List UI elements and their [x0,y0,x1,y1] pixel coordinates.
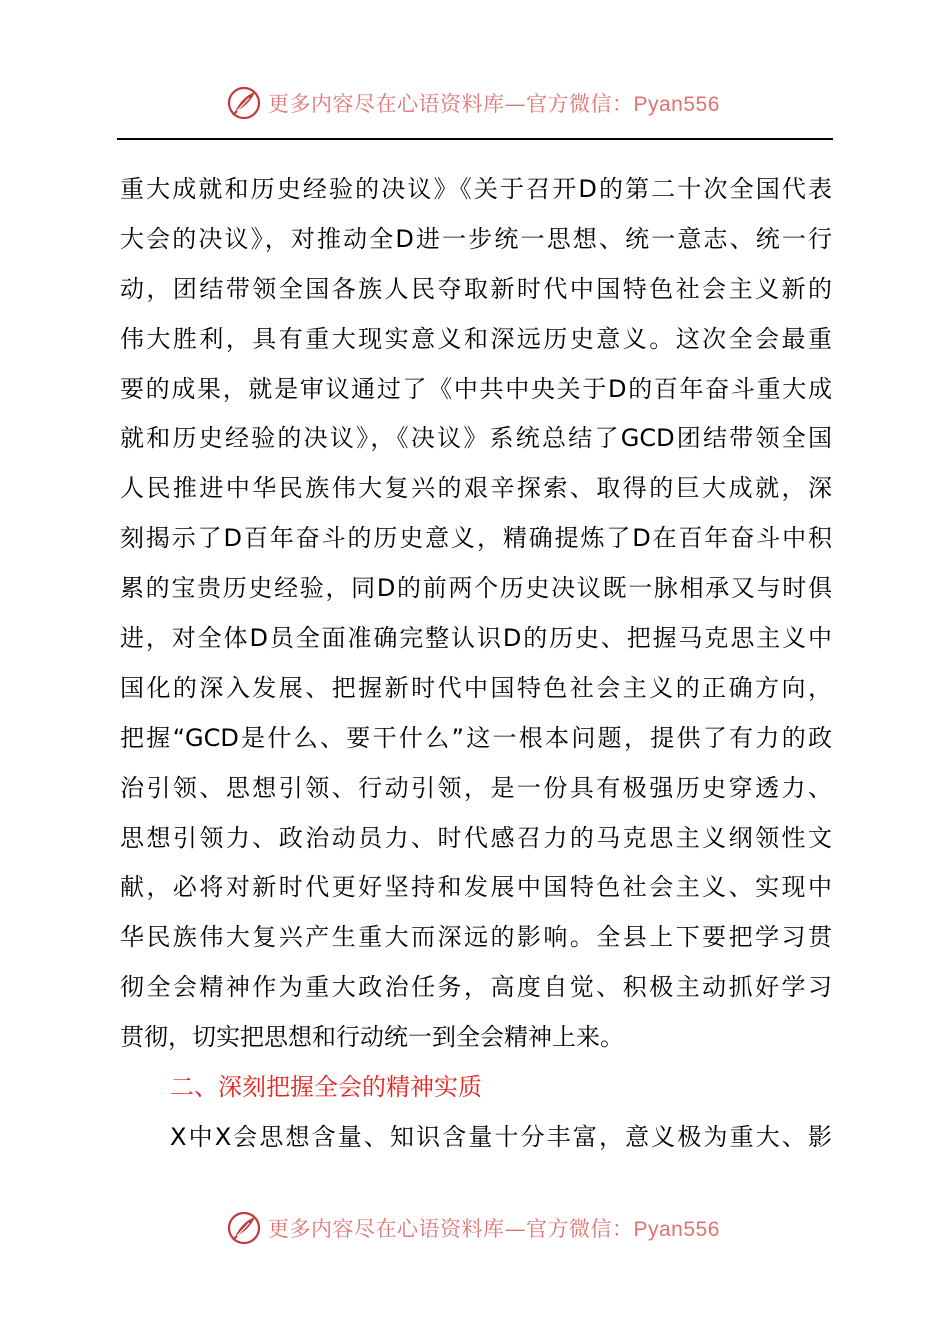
quill-logo-icon [226,1210,262,1246]
text-line: 就和历史经验的决议》，《决议》系统总结了GCD团结带领全国 [120,424,832,453]
text-line: 国化的深入发展、把握新时代中国特色社会主义的正确方向， [120,673,832,702]
header-banner-text: 更多内容尽在心语资料库—官方微信：Pyan556 [268,92,720,116]
text-line: 大会的决议》，对推动全D进一步统一思想、统一意志、统一行 [120,224,832,253]
text-line: 伟大胜利，具有重大现实意义和深远历史意义。这次全会最重 [120,324,832,353]
footer-banner-text: 更多内容尽在心语资料库—官方微信：Pyan556 [268,1217,720,1241]
header-divider [117,138,833,140]
text-line: 贯彻，切实把思想和行动统一到全会精神上来。 [120,1023,624,1052]
text-line: 要的成果，就是审议通过了《中共中央关于D的百年奋斗重大成 [120,374,832,403]
body-text [120,165,832,1163]
text-line: 华民族伟大复兴产生重大而深远的影响。全县上下要把学习贯 [120,923,832,952]
text-line: 累的宝贵历史经验，同D的前两个历史决议既一脉相承又与时俱 [120,574,832,603]
text-line: 动，团结带领全国各族人民夺取新时代中国特色社会主义新的 [120,274,832,303]
text-line: 人民推进中华民族伟大复兴的艰辛探索、取得的巨大成就，深 [120,474,832,503]
text-line: 治引领、思想引领、行动引领，是一份具有极强历史穿透力、 [120,773,832,802]
header-banner [0,83,950,123]
text-line: 刻揭示了D百年奋斗的历史意义，精确提炼了D在百年奋斗中积 [120,524,832,553]
text-line: 献，必将对新时代更好坚持和发展中国特色社会主义、实现中 [120,873,832,902]
text-line: X中X会思想含量、知识含量十分丰富，意义极为重大、影 [170,1122,832,1151]
section-heading: 二、深刻把握全会的精神实质 [170,1073,482,1102]
text-line: 重大成就和历史经验的决议》《关于召开D的第二十次全国代表 [120,175,832,203]
text-line: 思想引领力、政治动员力、时代感召力的马克思主义纲领性文 [120,823,832,852]
footer-banner [0,1208,950,1248]
text-line: 把握“GCD是什么、要干什么”这一根本问题，提供了有力的政 [120,723,832,752]
text-line: 进，对全体D员全面准确完整认识D的历史、把握马克思主义中 [120,624,832,653]
text-line: 彻全会精神作为重大政治任务，高度自觉、积极主动抓好学习 [120,973,832,1002]
quill-logo-icon [226,85,262,121]
